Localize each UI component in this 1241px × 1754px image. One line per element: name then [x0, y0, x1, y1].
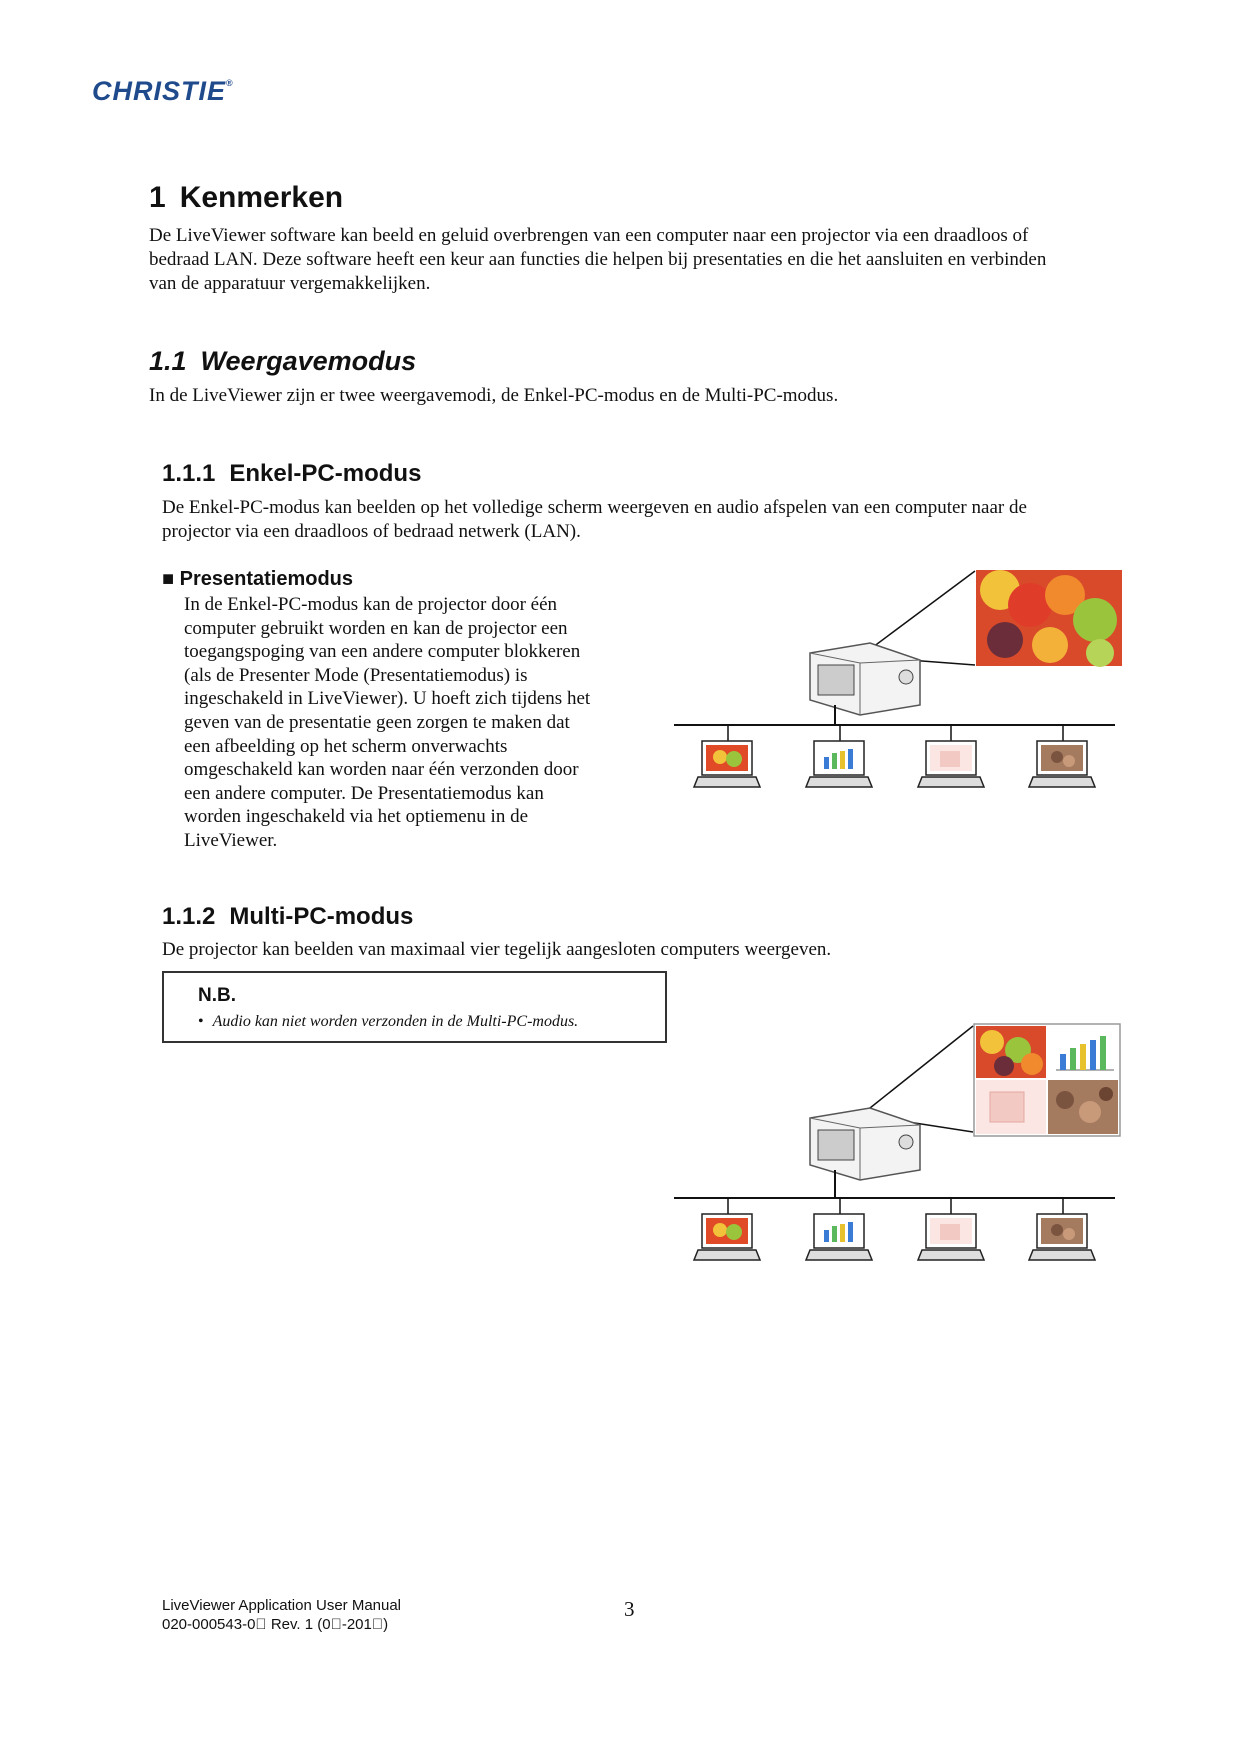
paragraph-line: De projector kan beelden van maximaal vier tegelijk aangesloten computers weergeven.: [162, 939, 832, 960]
laptop-icon: [694, 741, 760, 787]
laptop-icon: [806, 1214, 872, 1260]
paragraph-line: worden ingeschakeld via het optiemenu in de: [184, 806, 529, 828]
multi-pc-mode-diagram: [670, 1020, 1130, 1270]
page-number: 3: [624, 1597, 635, 1621]
presentatiemodus-paragraph: [184, 593, 590, 853]
projected-fruit-image: [976, 570, 1122, 667]
section-1-heading: [149, 181, 343, 215]
paragraph-line: De LiveViewer software kan beeld en geluid overbrengen van een computer naar een projector via een draadloos of: [149, 225, 1029, 246]
section-title: Multi-PC-modus: [229, 903, 414, 930]
footer-document-number: 020-000543-0  Rev. 1 (0 -201 ): [162, 1616, 389, 1633]
laptop-icon: [1029, 741, 1095, 787]
section-1-1-1-heading: [162, 460, 421, 488]
paragraph-line: De Enkel-PC-modus kan beelden op het volledige scherm weergeven en audio afspelen van een computer naar de: [162, 497, 1027, 518]
paragraph-line: omgeschakeld kan worden naar één verzonden door: [184, 759, 579, 781]
section-number: 1.1.1: [162, 460, 216, 487]
projector-icon: [810, 1108, 920, 1180]
projected-split-screen: [974, 1024, 1120, 1136]
paragraph-line: computer gebruikt worden en kan de projector een: [184, 617, 568, 639]
section-title: Enkel-PC-modus: [229, 460, 422, 487]
note-text: Audio kan niet worden verzonden in de Multi-PC-modus.: [212, 1013, 579, 1030]
section-title: Kenmerken: [179, 181, 344, 214]
laptop-icon: [1029, 1214, 1095, 1260]
section-number: 1: [149, 181, 166, 214]
paragraph-line: ingeschakeld in LiveViewer). U hoeft zich tijdens het: [184, 688, 591, 710]
presentatiemodus-heading: ■ Presentatiemodus: [162, 568, 354, 590]
paragraph-line: projector via een draadloos of bedraad netwerk (LAN).: [162, 521, 581, 542]
section-1-1-1-paragraph: [162, 496, 1027, 544]
paragraph-line: een afbeelding op het scherm onverwachts: [184, 735, 508, 757]
paragraph-line: (als de Presenter Mode (Presentatiemodus) is: [184, 664, 528, 686]
section-number: 1.1.2: [162, 903, 216, 930]
footer-manual-title: LiveViewer Application User Manual: [162, 1597, 402, 1614]
bullet-icon: •: [198, 1013, 204, 1030]
footer-document-info: [162, 1596, 401, 1634]
section-1-1-paragraph: [149, 384, 838, 408]
paragraph-line: van de apparatuur vergemakkelijken.: [149, 273, 431, 294]
laptop-icon: [918, 1214, 984, 1260]
section-1-1-heading: [149, 346, 416, 377]
section-1-paragraph: [149, 224, 1046, 296]
paragraph-line: geven van de presentatie geen zorgen te maken dat: [184, 711, 570, 733]
paragraph-line: toegangspoging van een andere computer blokkeren: [184, 641, 581, 663]
laptop-icon: [694, 1214, 760, 1260]
paragraph-line: bedraad LAN. Deze software heeft een keur aan functies die helpen bij presentaties en die het aansluiten en verbinden: [149, 249, 1047, 270]
paragraph-line: In de Enkel-PC-modus kan de projector door één: [184, 594, 558, 615]
section-1-1-2-heading: [162, 903, 413, 931]
paragraph-line: In de LiveViewer zijn er twee weergavemodi, de Enkel-PC-modus en de Multi-PC-modus.: [149, 385, 839, 406]
paragraph-line: een andere computer. De Presentatiemodus kan: [184, 782, 544, 804]
section-number: 1.1: [149, 346, 187, 376]
note-box: [162, 971, 667, 1043]
brand-name: CHRISTIE: [92, 76, 227, 106]
laptop-icon: [918, 741, 984, 787]
note-item: [198, 1013, 578, 1031]
section-title: Weergavemodus: [200, 346, 417, 376]
note-title: N.B.: [198, 985, 236, 1006]
paragraph-line: LiveViewer.: [184, 829, 278, 851]
single-pc-mode-diagram: [670, 565, 1130, 810]
section-1-1-2-paragraph: [162, 938, 831, 962]
laptop-icon: [806, 741, 872, 787]
trademark-symbol: ®: [226, 78, 234, 88]
projector-icon: [810, 643, 920, 715]
christie-logo: [92, 76, 234, 107]
